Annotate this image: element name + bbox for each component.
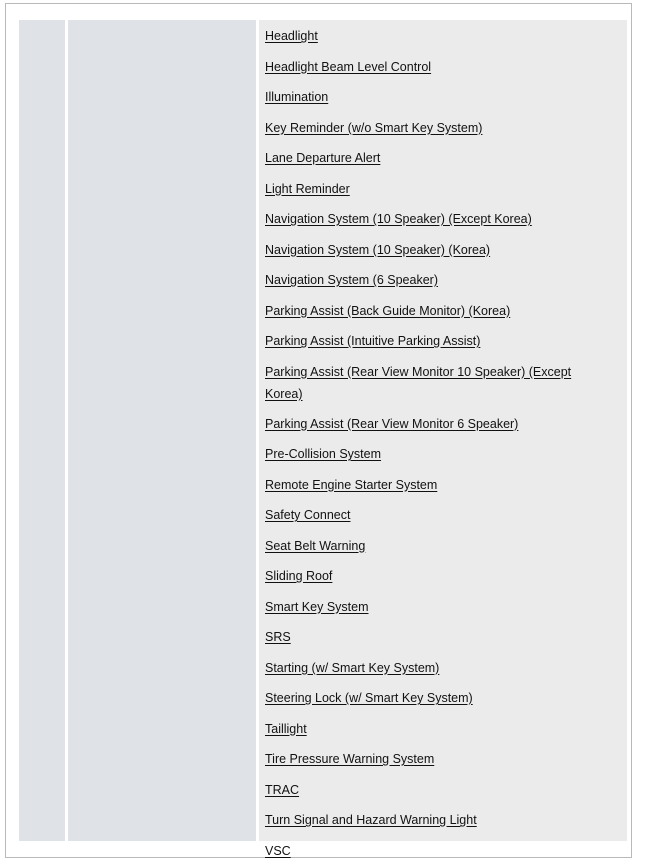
list-item xyxy=(265,718,627,741)
list-item xyxy=(265,626,627,649)
content-table xyxy=(19,20,627,858)
list-item xyxy=(265,300,627,323)
link-navigation-10-speaker-except-korea[interactable]: Navigation System (10 Speaker) (Except Korea) xyxy=(265,212,532,226)
list-item xyxy=(265,147,627,170)
link-key-reminder[interactable]: Key Reminder (w/o Smart Key System) xyxy=(265,120,483,135)
link-navigation-6-speaker[interactable]: Navigation System (6 Speaker) xyxy=(265,273,438,287)
link-parking-assist-rear-view-10-speaker[interactable]: Parking Assist (Rear View Monitor 10 Speaker) (Except Korea) xyxy=(265,364,572,401)
list-item xyxy=(265,840,627,863)
link-trac[interactable]: TRAC xyxy=(265,782,300,797)
list-item xyxy=(265,809,627,832)
link-parking-assist-rear-view-6-speaker[interactable]: Parking Assist (Rear View Monitor 6 Speaker) xyxy=(265,416,519,431)
list-item xyxy=(265,748,627,771)
table-column-empty-2 xyxy=(68,20,259,841)
list-item xyxy=(265,504,627,527)
list-item xyxy=(265,535,627,558)
link-seat-belt-warning[interactable]: Seat Belt Warning xyxy=(265,538,366,553)
list-item xyxy=(265,86,627,109)
table-column-links xyxy=(259,20,627,858)
link-navigation-10-speaker-korea[interactable]: Navigation System (10 Speaker) (Korea) xyxy=(265,242,491,257)
list-item xyxy=(265,330,627,353)
link-tire-pressure-warning[interactable]: Tire Pressure Warning System xyxy=(265,752,435,766)
link-taillight[interactable]: Taillight xyxy=(265,721,307,736)
list-item xyxy=(265,779,627,802)
list-item xyxy=(265,687,627,710)
link-parking-assist-intuitive[interactable]: Parking Assist (Intuitive Parking Assist) xyxy=(265,334,481,348)
link-starting[interactable]: Starting (w/ Smart Key System) xyxy=(265,660,440,675)
link-vsc[interactable]: VSC xyxy=(265,843,291,858)
list-item xyxy=(265,565,627,588)
link-srs[interactable]: SRS xyxy=(265,630,291,644)
link-turn-signal-hazard[interactable]: Turn Signal and Hazard Warning Light xyxy=(265,813,477,827)
link-sliding-roof[interactable]: Sliding Roof xyxy=(265,569,333,583)
table-column-empty-1 xyxy=(19,20,68,841)
link-light-reminder[interactable]: Light Reminder xyxy=(265,181,350,196)
link-lane-departure-alert[interactable]: Lane Departure Alert xyxy=(265,151,381,165)
list-item xyxy=(265,239,627,262)
link-steering-lock[interactable]: Steering Lock (w/ Smart Key System) xyxy=(265,691,473,705)
list-item xyxy=(265,25,627,48)
list-item xyxy=(265,361,595,406)
link-safety-connect[interactable]: Safety Connect xyxy=(265,508,351,522)
list-item xyxy=(265,657,627,680)
page-frame xyxy=(5,3,632,858)
link-parking-assist-back-guide-monitor[interactable]: Parking Assist (Back Guide Monitor) (Korea) xyxy=(265,303,511,318)
list-item xyxy=(265,208,627,231)
list-item xyxy=(265,56,627,79)
list-item xyxy=(265,596,627,619)
list-item xyxy=(265,178,627,201)
list-item xyxy=(265,443,627,466)
link-list xyxy=(265,25,627,862)
link-pre-collision-system[interactable]: Pre-Collision System xyxy=(265,447,382,461)
link-remote-engine-starter[interactable]: Remote Engine Starter System xyxy=(265,477,438,492)
list-item xyxy=(265,413,627,436)
list-item xyxy=(265,117,627,140)
list-item xyxy=(265,474,627,497)
link-headlight[interactable]: Headlight xyxy=(265,29,318,43)
link-smart-key-system[interactable]: Smart Key System xyxy=(265,599,369,614)
link-illumination[interactable]: Illumination xyxy=(265,90,329,104)
list-item xyxy=(265,269,627,292)
link-headlight-beam-level-control[interactable]: Headlight Beam Level Control xyxy=(265,59,432,74)
